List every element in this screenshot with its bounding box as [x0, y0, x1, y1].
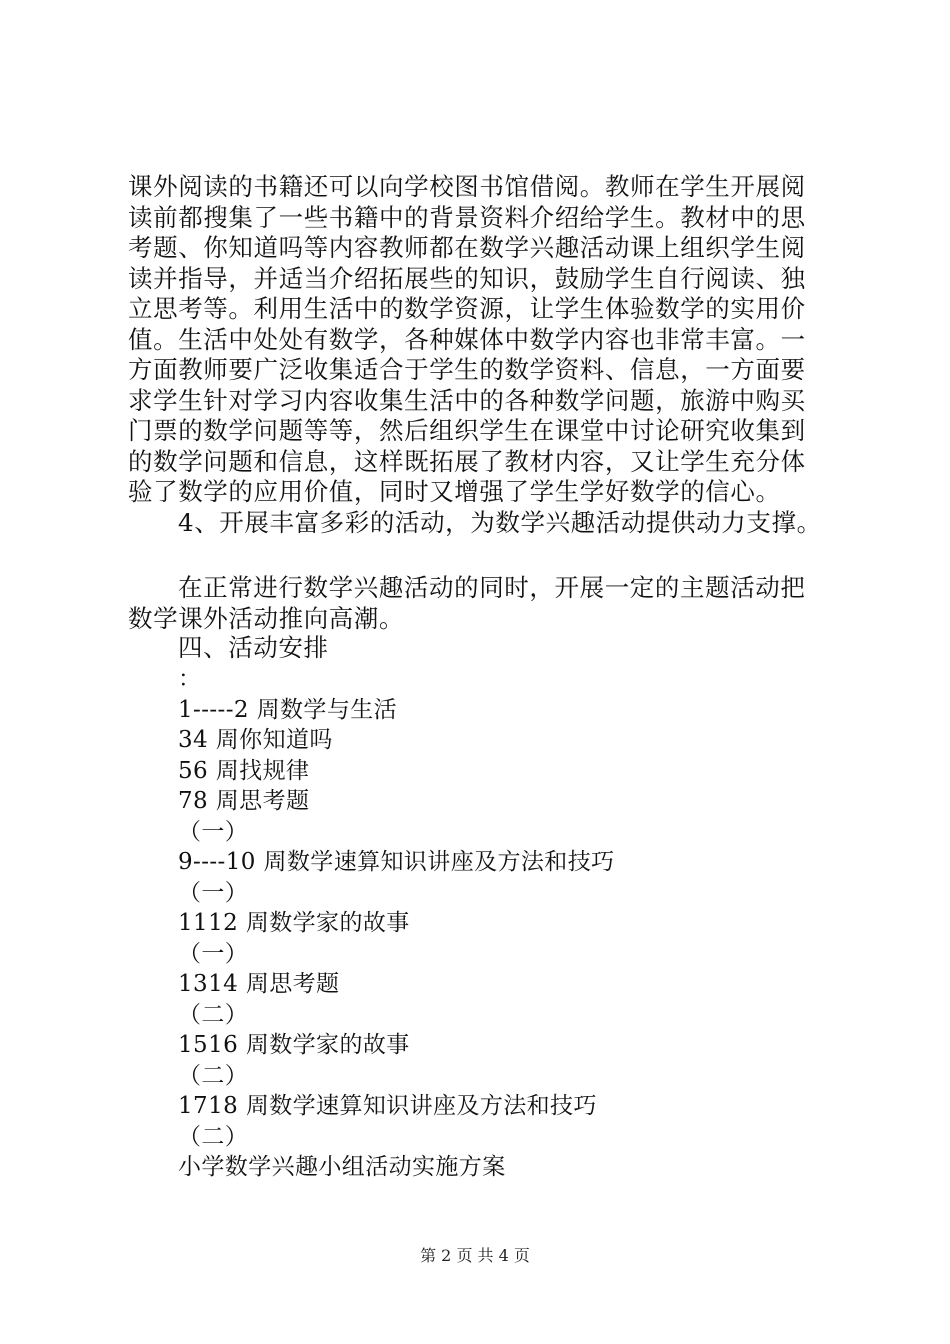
list-item: 1-----2 周数学与生活 — [178, 696, 398, 723]
list-item: 9----10 周数学速算知识讲座及方法和技巧 — [178, 849, 615, 875]
section-title-schedule: 四、活动安排 — [178, 633, 329, 662]
list-item: 小学数学兴趣小组活动实施方案 — [178, 1154, 506, 1180]
list-item: 1112 周数学家的故事 — [178, 910, 410, 936]
paragraph-activities — [128, 573, 848, 634]
list-item: 1516 周数学家的故事 — [178, 1032, 410, 1058]
page-footer: 第 2 页 共 4 页 — [420, 1246, 530, 1265]
list-item: （一） — [178, 879, 249, 906]
list-item: （一） — [178, 940, 249, 967]
text-line: 求学生针对学习内容收集生活中的各种数学问题，旅游中购买 — [128, 385, 806, 415]
list-item: 34 周你知道吗 — [178, 727, 333, 753]
text-line: 课外阅读的书籍还可以向学校图书馆借阅。教师在学生开展阅 — [128, 172, 806, 201]
text-line: 值。生活中处处有数学，各种媒体中数学内容也非常丰富。一 — [128, 324, 806, 354]
list-item: 78 周思考题 — [178, 788, 310, 814]
text-line: 验了数学的应用价值，同时又增强了学生学好数学的信心。 — [128, 477, 781, 506]
text-line: 读前都搜集了一些书籍中的背景资料介绍给学生。教材中的思 — [128, 202, 806, 232]
list-item: （二） — [178, 1001, 249, 1028]
list-item: 1314 周思考题 — [178, 971, 340, 997]
list-item: ： — [178, 666, 202, 692]
schedule-list — [178, 664, 615, 1183]
list-item: 1718 周数学速算知识讲座及方法和技巧 — [178, 1093, 597, 1119]
paragraph-reading — [128, 172, 838, 508]
point-4-heading: 4、开展丰富多彩的活动，为数学兴趣活动提供动力支撑。 — [178, 508, 822, 537]
text-line: 在正常进行数学兴趣活动的同时，开展一定的主题活动把 — [178, 573, 806, 602]
text-line: 考题、你知道吗等内容教师都在数学兴趣活动课上组织学生阅 — [128, 233, 806, 262]
text-line: 数学课外活动推向高潮。 — [128, 603, 405, 633]
text-line: 门票的数学问题等等，然后组织学生在课堂中讨论研究收集到 — [128, 416, 806, 445]
text-line: 方面教师要广泛收集适合于学生的数学资料、信息，一方面要 — [128, 355, 806, 384]
text-line: 立思考等。利用生活中的数学资源，让学生体验数学的实用价 — [128, 294, 806, 323]
text-line: 的数学问题和信息，这样既拓展了教材内容，又让学生充分体 — [128, 446, 806, 476]
list-item: （二） — [178, 1123, 249, 1150]
list-item: 56 周找规律 — [178, 757, 310, 784]
list-item: （一） — [178, 818, 249, 845]
list-item: （二） — [178, 1062, 249, 1089]
text-line: 读并指导，并适当介绍拓展些的知识，鼓励学生自行阅读、独 — [128, 263, 806, 293]
